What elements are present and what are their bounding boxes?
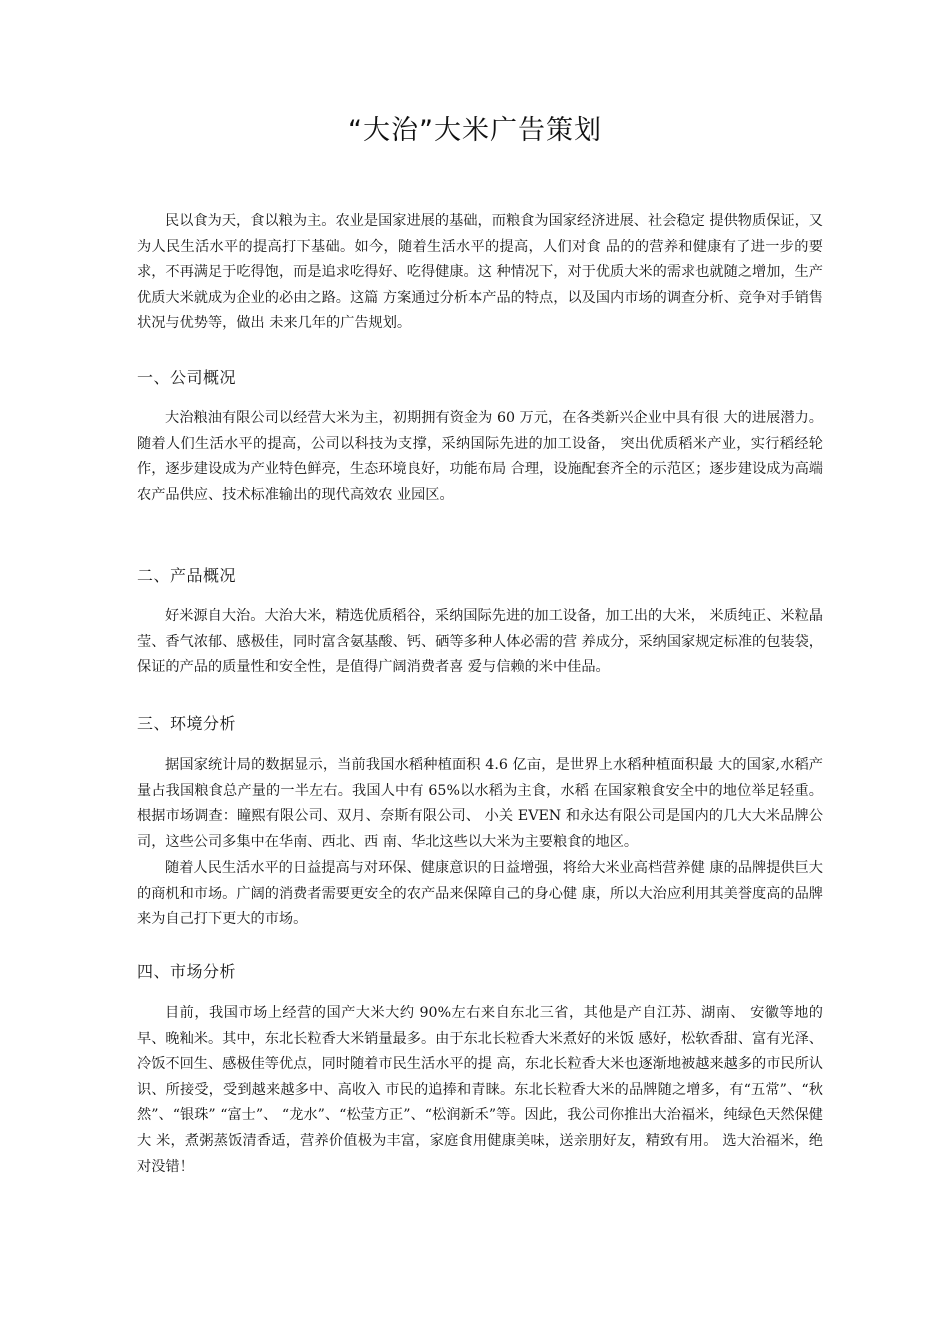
environment-paragraph-1: 据国家统计局的数据显示，当前我国水稻种植面积 4.6 亿亩，是世界上水稻种植面积最 大的国家,水稻产量占我国粮食总产量的一半左右。我国人中有 65%以水稻为主食，水稻 在国家粮食安全中的地位举足轻重。根据市场调查：瞳熙有限公司、双月、奈斯有限公司、 小关 EVEN 和永达有限公司是国内的几大大米品牌公司，这些公司多集中在华南、西北、西 南、华北这些以大米为主要粮食的地区。: [137, 757, 823, 850]
section-heading-market: 四、市场分析: [137, 962, 237, 981]
environment-paragraph-2: 随着人民生活水平的日益提高与对环保、健康意识的日益增强，将给大米业高档营养健 康的品牌提供巨大的商机和市场。广阔的消费者需要更安全的农产品来保障自己的身心健 康，所以大治应利用其美誉度高的品牌来为自己打下更大的市场。: [137, 860, 823, 928]
section-heading-environment: 三、环境分析: [137, 714, 237, 733]
intro-paragraph: 民以食为天，食以粮为主。农业是国家进展的基础，而粮食为国家经济进展、社会稳定 提供物质保证，又为人民生活水平的提高打下基础。如今，随着生活水平的提高，人们对食 品的的营养和健康有了进一步的要求，不再满足于吃得饱，而是追求吃得好、吃得健康。这 种情况下，对于优质大米的需求也就随之增加，生产优质大米就成为企业的必由之路。这篇 方案通过分析本产品的特点，以及国内市场的调查分析、竞争对手销售状况与优势等，做出 未来几年的广告规划。: [137, 213, 823, 332]
market-paragraph: 目前，我国市场上经营的国产大米大约 90%左右来自东北三省，其他是产自江苏、湖南、 安徽等地的早、晚籼米。其中，东北长粒香大米销量最多。由于东北长粒香大米煮好的米饭 感好，松软香甜、富有光泽、冷饭不回生、感极佳等优点，同时随着市民生活水平的提 高，东北长粒香大米也逐渐地被越来越多的市民所认识、所接受，受到越来越多中、高收入 市民的追捧和青睐。东北长粒香大米的品牌随之增多，有“五常”、“秋然”、“银珠” “富士”、 “龙水”、“松莹方正”、“松润新禾”等。因此，我公司你推出大治福米，纯绿色天然保健大 米，煮粥蒸饭清香适，营养价值极为丰富，家庭食用健康美味，送亲朋好友，精致有用。 选大治福米，绝对没错！: [137, 1005, 823, 1175]
section-heading-company: 一、公司概况: [137, 368, 237, 387]
document-title: “大治”大米广告策划: [348, 115, 602, 146]
company-paragraph: 大治粮油有限公司以经营大米为主，初期拥有资金为 60 万元，在各类新兴企业中具有很 大的进展潜力。随着人们生活水平的提高，公司以科技为支撑，采纳国际先进的加工设备， 突出优质稻米产业，实行稻经轮作，逐步建设成为产业特色鲜亮，生态环境良好，功能布局 合理，设施配套齐全的示范区；逐步建设成为高端农产品供应、技术标准输出的现代高效农 业园区。: [137, 410, 823, 503]
section-heading-product: 二、产品概况: [137, 566, 237, 585]
product-paragraph: 好米源自大治。大治大米，精选优质稻谷，采纳国际先进的加工设备，加工出的大米， 米质纯正、米粒晶莹、香气浓郁、感极佳，同时富含氨基酸、钙、硒等多种人体必需的营 养成分，采纳国家规定标准的包装袋，保证的产品的质量性和安全性，是值得广阔消费者喜 爱与信赖的米中佳品。: [137, 608, 823, 676]
